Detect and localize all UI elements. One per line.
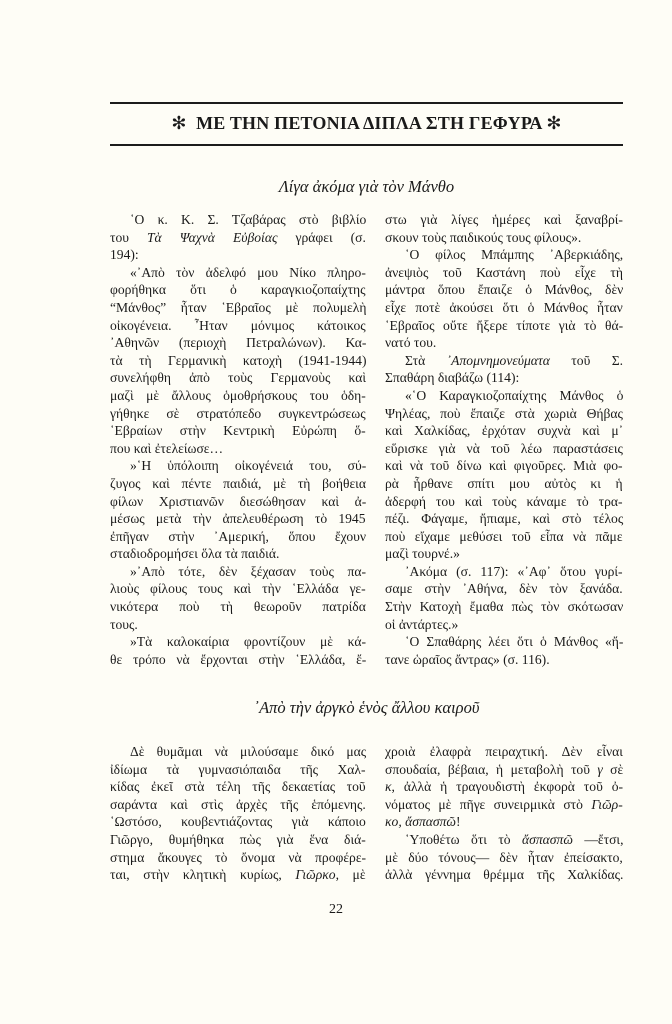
text-run: »᾿Απὸ τότε, δὲν ξέχασαν τοὺς πα-	[130, 563, 366, 579]
text-line	[385, 440, 623, 458]
text-run: ζυγος καὶ πέντε παιδιά, μὲ τὴ βοήθεια	[110, 475, 366, 491]
text-line	[385, 528, 623, 546]
asterisk-ornament-icon: ✻	[171, 113, 187, 133]
text-line	[110, 405, 366, 423]
text-line	[385, 616, 623, 634]
section2-right-column	[385, 743, 623, 884]
text-line	[385, 545, 623, 563]
text-run: καὶ Χαλκίδας, ἐρχόταν συχνὰ καὶ μ᾿	[385, 423, 624, 439]
text-line	[110, 369, 366, 387]
text-run: φίλων Χριστιανῶν διεσώθησαν καὶ ἀ-	[110, 493, 367, 509]
italic-text-run: Γιῶρ-	[591, 796, 623, 812]
text-line	[385, 281, 623, 299]
text-run: , ἀλλὰ ἡ τραγουδιστὴ ἐκφορὰ τοῦ ὀ-	[391, 779, 624, 795]
text-line	[385, 475, 623, 493]
text-line	[110, 831, 366, 849]
text-run: θε τρόπο νὰ ἔρχονται στὴν ῾Ελλάδα, ἔ-	[110, 651, 367, 667]
text-line	[110, 633, 366, 651]
italic-text-run: ᾿Απομνημονεύματα	[446, 352, 550, 368]
text-run: χροιὰ ἐλαφρὰ πειραχτική. Δὲν εἶναι	[385, 744, 623, 759]
text-run: τους.	[110, 616, 138, 632]
text-run: ται, στὴν κλητικὴ κυρίως,	[110, 867, 296, 883]
text-run: ἀλλὰ γέννημα θρέμμα τῆς Χαλκίδας.	[385, 867, 624, 883]
text-line	[110, 299, 366, 317]
text-line	[110, 475, 366, 493]
italic-text-run: κ	[385, 779, 392, 795]
italic-text-run: γ	[597, 761, 603, 777]
text-line	[385, 352, 623, 370]
text-line	[385, 761, 623, 779]
text-line	[110, 510, 366, 528]
text-line	[110, 545, 366, 563]
text-run: ῾Ο Σπαθάρης λέει ὅτι ὁ Μάνθος «ἤ-	[405, 634, 624, 650]
text-line	[110, 493, 366, 511]
text-run: ῾Ο κ. Κ. Σ. Τζαβάρας στὸ βιβλίο	[130, 212, 367, 227]
text-run: Ψηλέας, ποὺ ἔπαιζε στὰ χωριὰ Θήβας	[385, 405, 623, 421]
text-line	[385, 563, 623, 581]
text-run: φορήθηκα ὅτι ὁ καραγκιοζοπαίχτης	[110, 282, 366, 298]
text-line	[110, 743, 366, 761]
text-run: εὕρισκε γιὰ νὰ τοῦ λέω παραστάσεις	[385, 440, 623, 456]
text-run: οἰκογένεια. ῏Ηταν μόνιμος κάτοικος	[110, 317, 366, 333]
text-run: τανε ὡραῖος ἄντρας» (σ. 116).	[385, 651, 550, 667]
text-run: !	[456, 814, 461, 830]
text-run: σαράντα καὶ στὶς ἀρχὲς τῆς ἑπόμενης.	[110, 796, 366, 812]
text-line	[385, 633, 623, 651]
text-line	[385, 299, 623, 317]
text-run: οἱ ἀντάρτες.»	[385, 616, 459, 632]
text-run: σκουν τοὺς παιδικούς τους φίλους».	[385, 229, 582, 245]
text-run: Στὰ	[405, 352, 447, 368]
text-line	[385, 493, 623, 511]
text-run: μάντρα ὅπου ἔπαιζε ὁ Μάνθος, δὲν	[385, 282, 624, 298]
text-line	[385, 831, 623, 849]
text-run: «᾿Απὸ τὸν ἀδελφό μου Νίκο πληρο-	[130, 264, 366, 280]
text-run: μαζὶ τουρνέ.»	[385, 546, 460, 562]
text-run: Δὲ θυμᾶμαι νὰ μιλούσαμε δικό μας	[130, 744, 367, 759]
text-run: κίδας ἐκεῖ στὰ τέλη τῆς δεκαετίας τοῦ	[110, 779, 366, 795]
text-line	[110, 761, 366, 779]
italic-text-run: Τὰ Ψαχνὰ Εὐβοίας	[147, 229, 278, 245]
text-line	[385, 778, 623, 796]
header-top-rule	[110, 102, 623, 104]
section-title: Λίγα ἀκόμα γιὰ τὸν Μάνθο	[278, 177, 455, 196]
text-line	[385, 334, 623, 352]
text-line	[385, 813, 623, 831]
header-bottom-rule	[110, 144, 623, 146]
text-run: Στὴν Κατοχὴ ἔμαθα πὼς τὸν σκότωσαν	[385, 599, 624, 615]
text-run: Γιῶργο, θυμήθηκα πὼς γιὰ ἕνα διά-	[110, 831, 366, 847]
text-line	[110, 246, 366, 264]
text-line	[110, 651, 366, 669]
text-line	[110, 317, 366, 335]
text-line	[385, 422, 623, 440]
text-run: ᾿Ακόμα (σ. 117): «᾿Αφ᾿ ὅτου γυρί-	[405, 563, 623, 579]
text-run: ᾿Αθηνῶν (περιοχὴ Πετραλώνων). Κα-	[110, 335, 367, 351]
text-run: ῾Εβραῖος οὔτε ἤξερε τίποτε γιὰ τὸ θά-	[385, 317, 624, 333]
text-line	[110, 849, 366, 867]
italic-text-run: Γιῶρκο	[295, 867, 336, 883]
text-line	[110, 563, 366, 581]
text-line	[385, 866, 623, 884]
text-line	[110, 334, 366, 352]
text-line	[110, 457, 366, 475]
text-run: 194):	[110, 247, 139, 263]
text-run: Σπαθάρη διαβάζω (114):	[385, 370, 520, 386]
text-run: νικότερα ποὺ τὴ θεωροῦν πατρίδα	[110, 599, 366, 615]
text-line	[385, 457, 623, 475]
text-run: μὲ δύο τόνους— δὲν ἦταν ἐπείσακτο,	[385, 849, 623, 865]
text-line	[385, 510, 623, 528]
text-run: ἀνεψιὸς τοῦ Καστάνη ποὺ εἶχε τὴ	[385, 264, 623, 280]
text-line	[385, 369, 623, 387]
text-line	[110, 229, 366, 247]
text-line	[385, 317, 623, 335]
text-run: εἶχε ποτὲ ἀκούσει ὅτι ὁ Μάνθος ἦταν	[385, 299, 623, 315]
text-line	[385, 264, 623, 282]
text-run: ῾Εβραίων στὴν Κεντρικὴ Εὐρώπη ὅ-	[110, 423, 366, 439]
text-line	[110, 866, 366, 884]
text-run: νόματος μὲ πῆγε συνειρμικὰ στὸ	[385, 796, 592, 812]
text-line	[110, 281, 366, 299]
text-line	[110, 352, 366, 370]
text-line	[385, 211, 623, 229]
text-run: ποὺ εἴχαμε μεθύσει τοῦ εἶπα νὰ πᾶμε	[385, 528, 623, 544]
page-number: 22	[329, 902, 343, 917]
text-run: μέσως μετὰ τὴν ἀπελευθέρωση τὸ 1945	[110, 511, 366, 527]
text-run: ρὰ ἦρθανε σπίτι μου αὐτὸς κι ἡ	[385, 475, 623, 491]
text-line	[110, 598, 366, 616]
text-run: τὰ τὴ Γερμανικὴ κατοχὴ (1941-1944)	[110, 352, 367, 368]
text-run: στημα ἄκουγες τὸ ὄνομα νὰ προφέρε-	[110, 849, 367, 865]
text-line	[385, 598, 623, 616]
text-run: νατό του.	[385, 335, 437, 351]
section2-left-column	[110, 743, 366, 884]
text-line	[385, 651, 623, 669]
text-run: μαζὶ μὲ ἄλλους ὁμοθρήσκους του ὁδη-	[110, 387, 366, 403]
text-line	[385, 796, 623, 814]
text-run: που καὶ ἐτελείωσε…	[110, 440, 224, 456]
text-line	[110, 387, 366, 405]
text-run: , μὲ	[335, 867, 366, 883]
text-run: τοῦ Σ.	[549, 352, 624, 368]
text-run: σπουδαία, βέβαια, ἡ μεταβολὴ τοῦ	[385, 761, 598, 777]
section-title: ᾿Απὸ τὴν ἀργκὸ ἑνὸς ἄλλου καιροῦ	[253, 698, 480, 717]
italic-text-run: κο, ἄσπασπῶ	[385, 814, 457, 830]
text-run: του	[110, 229, 147, 245]
text-run: συνελήφθη ἀπὸ τοὺς Γερμανοὺς καὶ	[110, 370, 367, 386]
text-run: ῾Ωστόσο, κουβεντιάζοντας γιὰ κάποιο	[110, 814, 366, 830]
text-line	[110, 422, 366, 440]
text-run: «῾Ο Καραγκιοζοπαίχτης Μάνθος ὁ	[405, 387, 624, 403]
text-run: γράφει (σ.	[277, 229, 366, 245]
text-run: γήθηκε σὲ στρατόπεδο συγκεντρώσεως	[110, 405, 366, 421]
text-line	[110, 211, 366, 229]
italic-text-run: ἄσπασπῶ	[522, 831, 573, 847]
text-run: ἀδερφή του καὶ τοὺς κάναμε τὸ τρα-	[385, 493, 623, 509]
text-run: σὲ	[602, 761, 624, 777]
section1-left-column	[110, 211, 366, 668]
text-run: πέζι. Φάγαμε, ἤπιαμε, καὶ στὸ τέλος	[385, 511, 624, 527]
text-line	[385, 580, 623, 598]
asterisk-ornament-icon: ✻	[546, 113, 562, 133]
text-line	[110, 440, 366, 458]
text-line	[385, 387, 623, 405]
text-line	[110, 264, 366, 282]
text-line	[110, 580, 366, 598]
text-run: σαμε στὴν ᾿Αθήνα, δὲν τὸν ξανάδα.	[385, 581, 623, 597]
section1-right-column	[385, 211, 623, 668]
text-run: ἰδίωμα τὰ γυμνασιόπαιδα τῆς Χαλ-	[110, 761, 366, 777]
text-run: ἐπῆγαν στὴν ᾿Αμερική, ὅπου ἔχουν	[110, 528, 367, 544]
text-run: σταδιοδρομήσει ὅλα τὰ παιδιά.	[110, 546, 280, 562]
text-line	[110, 813, 366, 831]
text-line	[110, 616, 366, 634]
text-run: —ἔτσι,	[572, 831, 624, 847]
text-run: λιοὺς φίλους τους καὶ τὴν ῾Ελλάδα γε-	[110, 581, 366, 597]
text-run: »῾Η ὑπόλοιπη οἰκογένειά του, σύ-	[130, 458, 367, 474]
text-line	[110, 528, 366, 546]
text-line	[385, 246, 623, 264]
text-run: “Μάνθος” ἦταν ῾Εβραῖος μὲ πολυμελὴ	[110, 299, 367, 315]
header-title: ΜΕ ΤΗΝ ΠΕΤΟΝΙΑ ΔΙΠΛΑ ΣΤΗ ΓΕΦΥΡΑ	[196, 113, 542, 133]
text-run: »Τὰ καλοκαίρια φροντίζουν μὲ κά-	[130, 634, 366, 650]
text-line	[110, 796, 366, 814]
text-run: ῾Υποθέτω ὅτι τὸ	[405, 831, 523, 847]
text-line	[385, 849, 623, 867]
text-line	[385, 743, 623, 761]
text-line	[385, 229, 623, 247]
text-line	[110, 778, 366, 796]
text-run: καὶ νὰ τοῦ δίνω καὶ φιγοῦρες. Μιὰ φο-	[385, 458, 623, 474]
text-run: στω γιὰ λίγες ἡμέρες καὶ ξαναβρί-	[385, 212, 623, 227]
text-line	[385, 405, 623, 423]
text-run: ῾Ο φίλος Μπάμπης ᾿Αβερκιάδης,	[405, 247, 624, 263]
page-header	[110, 113, 623, 134]
